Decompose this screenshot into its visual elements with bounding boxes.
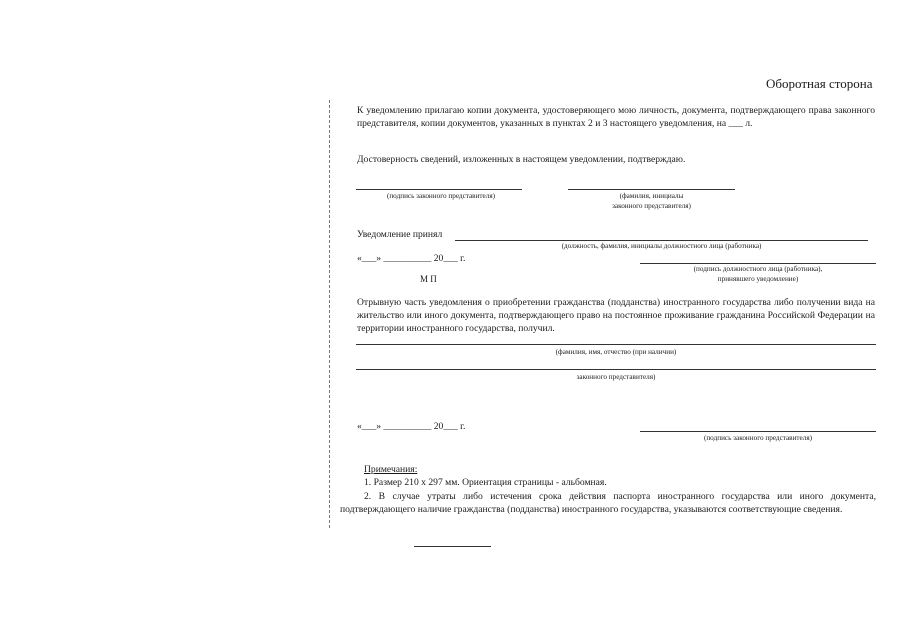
fio-caption: (фамилия, имя, отчество (при наличии) <box>555 348 677 356</box>
name-line[interactable] <box>568 189 735 190</box>
stamp-place: М П <box>420 274 437 284</box>
note-2: 2. В случае утраты либо истечения срока действия паспорта иностранного государства или иного документа, подтверждающего наличие гражданства (подданства) иностранного государства, указываются соответствующие сведения. <box>340 491 876 515</box>
notes-title: Примечания: <box>364 464 418 475</box>
footnote-separator <box>414 546 491 547</box>
confirmation-text: Достоверность сведений, изложенных в настоящем уведомлении, подтверждаю. <box>357 154 686 165</box>
official-line[interactable] <box>455 240 868 241</box>
official-signature-line[interactable] <box>640 263 876 264</box>
name-caption-2: законного представителя) <box>612 202 691 210</box>
attachments-paragraph: К уведомлению прилагаю копии документа, удостоверяющего мою личность, документа, подтверждающего права законного представителя, копии документов, указанных в пунктах 2 и 3 настоящего уведомления, на ___ л. <box>357 105 875 129</box>
representative-signature-line[interactable] <box>640 431 876 432</box>
representative-sign-caption: (подпись законного представителя) <box>703 434 813 442</box>
signature-line[interactable] <box>356 189 522 190</box>
signature-caption: (подпись законного представителя) <box>386 192 496 200</box>
accepted-by-label: Уведомление принял <box>357 229 443 240</box>
received-date: «___» __________ 20___ г. <box>357 421 466 432</box>
representative-caption: законного представителя) <box>576 373 656 381</box>
official-caption: (должность, фамилия, инициалы должностного лица (работника) <box>561 242 762 250</box>
note-1: 1. Размер 210 х 297 мм. Ориентация страницы - альбомная. <box>364 477 607 488</box>
tear-off-paragraph: Отрывную часть уведомления о приобретении гражданства (подданства) иностранного государства либо получении вида на жительство или иного документа, подтверждающего право на постоянное проживание гражданина Российской Федерации на территории иностранного государства, получил. <box>357 297 875 334</box>
accepted-date: «___» __________ 20___ г. <box>357 253 466 264</box>
fio-line[interactable] <box>356 344 876 345</box>
cut-line <box>329 100 330 528</box>
page-side-title: Оборотная сторона <box>766 76 873 91</box>
official-sign-caption-1: (подпись должностного лица (работника), <box>693 265 823 273</box>
representative-line[interactable] <box>356 369 876 370</box>
official-sign-caption-2: принявшего уведомление) <box>717 275 799 283</box>
name-caption-1: (фамилия, инициалы <box>619 192 684 200</box>
